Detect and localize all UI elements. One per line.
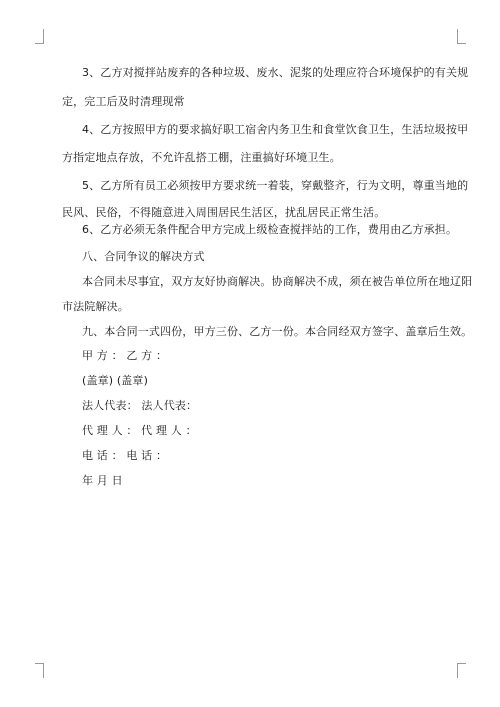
dispute-line-2: 市法院解决。 (62, 300, 129, 313)
clause-3-line-1: 3、乙方对搅拌站废弃的各种垃圾、废水、泥浆的处理应符合环境保护的有关规 (82, 66, 469, 79)
section-9-line: 九、本合同一式四份，甲方三份、乙方一份。本合同经双方签字、盖章后生效。 (82, 325, 473, 338)
section-8-heading: 八、合同争议的解决方式 (82, 250, 205, 263)
agent-labels: 代 理 人 ： 代 理 人 ： (82, 424, 197, 437)
crop-mark-top-right (457, 29, 466, 44)
crop-mark-top-left (35, 29, 44, 44)
crop-mark-bottom-left (35, 663, 44, 678)
clause-6-line: 6、乙方必须无条件配合甲方完成上级检查搅拌站的工作，费用由乙方承担。 (82, 223, 458, 236)
clause-4-line-2: 方指定地点存放，不允许乱搭工棚，注重搞好环境卫生。 (62, 151, 341, 164)
clause-5-line-1: 5、乙方所有员工必须按甲方要求统一着装，穿戴整齐，行为文明，尊重当地的 (82, 179, 469, 192)
legal-rep-labels: 法人代表： 法人代表： (82, 399, 198, 412)
dispute-line-1: 本合同未尽事宜，双方友好协商解决。协商解决不成，须在被告单位所在地辽阳 (82, 275, 473, 288)
clause-4-line-1: 4、乙方按照甲方的要求搞好职工宿舍内务卫生和食堂饮食卫生，生活垃圾按甲 (82, 123, 469, 136)
seal-labels: (盖章) (盖章) (82, 374, 149, 387)
clause-3-line-2: 定，完工后及时清理现常 (62, 95, 185, 108)
clause-5-line-2: 民风、民俗，不得随意进入周围居民生活区，扰乱居民正常生活。 (62, 206, 386, 219)
crop-mark-bottom-right (457, 663, 466, 678)
phone-labels: 电 话 ： 电 话 ： (82, 449, 168, 462)
party-labels: 甲 方 ： 乙 方 ： (82, 349, 168, 362)
date-label: 年 月 日 (82, 474, 123, 487)
